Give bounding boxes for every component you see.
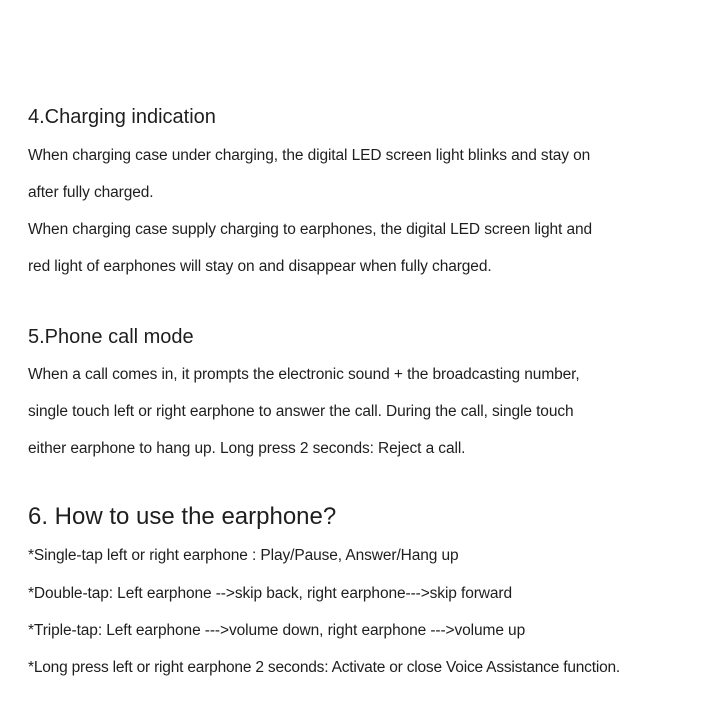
section-5-line-3: either earphone to hang up. Long press 2 seconds: Reject a call.: [28, 440, 466, 457]
section-6-line-3: *Triple-tap: Left earphone --->volume down, right earphone --->volume up: [28, 622, 526, 639]
section-6-line-2: *Double-tap: Left earphone -->skip back, right earphone--->skip forward: [28, 585, 512, 602]
section-6-line-4: *Long press left or right earphone 2 seconds: Activate or close Voice Assistance function.: [28, 659, 621, 676]
section-4-heading: 4.Charging indication: [28, 106, 216, 128]
section-6-line-1: *Single-tap left or right earphone : Play/Pause, Answer/Hang up: [28, 547, 459, 564]
section-5-line-1: When a call comes in, it prompts the electronic sound + the broadcasting number,: [28, 366, 580, 383]
section-4-line-1: When charging case under charging, the digital LED screen light blinks and stay on: [28, 147, 591, 164]
section-4-line-4: red light of earphones will stay on and disappear when fully charged.: [28, 258, 492, 275]
section-4-line-2: after fully charged.: [28, 184, 154, 201]
section-5-heading: 5.Phone call mode: [28, 326, 194, 348]
section-6-heading: 6. How to use the earphone?: [28, 503, 337, 530]
section-4-line-3: When charging case supply charging to earphones, the digital LED screen light and: [28, 221, 593, 238]
section-5-line-2: single touch left or right earphone to answer the call. During the call, single touch: [28, 403, 574, 420]
